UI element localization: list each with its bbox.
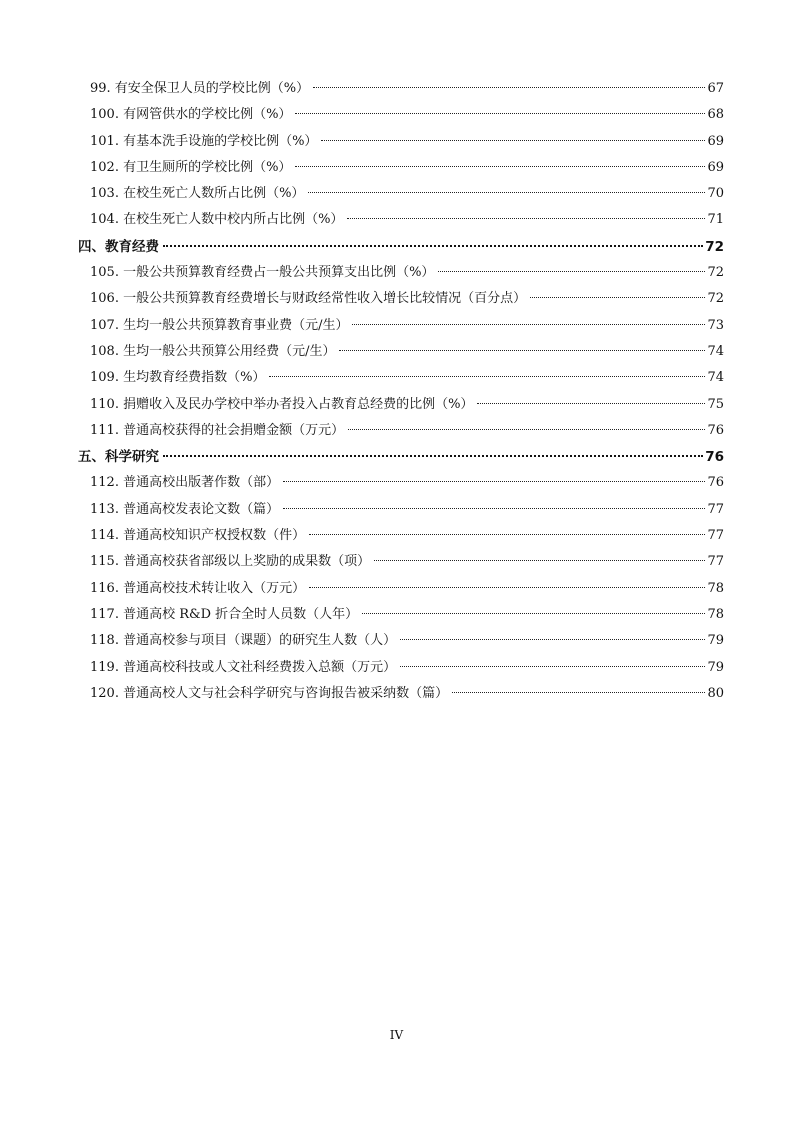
toc-page-number: 67 [707,81,724,96]
toc-entry-label: 109. 生均教育经费指数（%） [90,370,266,386]
dot-leader [163,455,703,457]
toc-page-number: 76 [707,422,724,438]
dot-leader [352,324,705,325]
toc-entry-label: 102. 有卫生厕所的学校比例（%） [90,159,292,175]
toc-entry-label: 106. 一般公共预算教育经费增长与财政经常性收入增长比较情况（百分点） [90,291,527,307]
toc-entry-label: 114. 普通高校知识产权授权数（件） [90,528,306,544]
toc-page-number: 75 [707,396,724,412]
dot-leader [400,666,705,667]
toc-entry[interactable] [78,602,724,628]
toc-entry[interactable] [78,102,724,128]
dot-leader [308,192,705,193]
toc-entry[interactable] [78,470,724,496]
toc-entry[interactable] [78,365,724,391]
page-number-footer: IV [389,1028,404,1042]
toc-entry[interactable] [78,76,724,102]
toc-entry[interactable] [78,655,724,681]
toc-entry-label: 118. 普通高校参与项目（课题）的研究生人数（人） [90,633,397,649]
toc-entry[interactable] [78,207,724,233]
toc-entry-label: 117. 普通高校 R&D 折合全时人员数（人年） [90,606,359,622]
toc-entry[interactable] [78,681,724,707]
toc-entry[interactable] [78,392,724,418]
dot-leader [283,508,705,509]
toc-entry-label: 115. 普通高校获省部级以上奖励的成果数（项） [90,554,371,570]
toc-page-number: 71 [707,212,724,228]
dot-leader [530,297,705,298]
dot-leader [309,534,705,535]
table-of-contents [78,76,724,707]
toc-entry-label: 120. 普通高校人文与社会科学研究与咨询报告被采纳数（篇） [90,685,449,701]
toc-section-heading[interactable] [78,234,724,260]
toc-page-number: 73 [707,317,724,333]
dot-leader [339,350,705,351]
toc-page-number: 69 [707,159,724,175]
toc-entry[interactable] [78,576,724,602]
dot-leader [347,218,705,219]
toc-page-number: 76 [705,449,724,466]
toc-entry[interactable] [78,155,724,181]
toc-entry-label: 四、教育经费 [78,238,159,255]
toc-entry[interactable] [78,523,724,549]
toc-page-number: 72 [705,238,724,255]
toc-page-number: 72 [707,291,724,307]
toc-entry-label: 116. 普通高校技术转让收入（万元） [90,580,306,596]
dot-leader [309,587,705,588]
toc-entry[interactable] [78,628,724,654]
toc-page-number: 79 [707,659,724,675]
toc-entry-label: 113. 普通高校发表论文数（篇） [90,501,280,517]
toc-entry[interactable] [78,339,724,365]
toc-page-number: 70 [707,186,724,202]
toc-entry[interactable] [78,497,724,523]
toc-entry[interactable] [78,286,724,312]
toc-page-number: 69 [707,133,724,149]
toc-entry-label: 108. 生均一般公共预算公用经费（元/生） [90,343,336,359]
dot-leader [374,560,705,561]
dot-leader [269,376,705,377]
dot-leader [283,481,705,482]
toc-entry-label: 107. 生均一般公共预算教育事业费（元/生） [90,317,349,333]
toc-page-number: 78 [707,580,724,596]
toc-page-number: 74 [707,343,724,359]
toc-page-number: 79 [707,633,724,649]
toc-page-number: 80 [707,685,724,701]
dot-leader [313,87,705,88]
toc-entry[interactable] [78,129,724,155]
toc-entry-label: 104. 在校生死亡人数中校内所占比例（%） [90,212,344,228]
toc-page-number: 77 [707,528,724,544]
toc-entry[interactable] [78,181,724,207]
toc-entry-label: 101. 有基本洗手设施的学校比例（%） [90,133,318,149]
toc-page-number: 77 [707,501,724,517]
dot-leader [295,166,705,167]
dot-leader [452,692,705,693]
toc-entry-label: 99. 有安全保卫人员的学校比例（%） [90,81,310,96]
toc-page-number: 76 [707,475,724,491]
toc-entry[interactable] [78,418,724,444]
dot-leader [477,403,705,404]
dot-leader [438,271,705,272]
toc-entry[interactable] [78,260,724,286]
toc-entry-label: 119. 普通高校科技或人文社科经费拨入总额（万元） [90,659,397,675]
toc-page-number: 77 [707,554,724,570]
toc-entry[interactable] [78,549,724,575]
dot-leader [362,613,705,614]
toc-page-number: 72 [707,265,724,281]
dot-leader [163,245,703,247]
toc-entry-label: 103. 在校生死亡人数所占比例（%） [90,186,305,202]
toc-entry[interactable] [78,313,724,339]
toc-page-number: 78 [707,606,724,622]
dot-leader [321,140,705,141]
dot-leader [348,429,705,430]
dot-leader [400,639,705,640]
toc-page-number: 74 [707,370,724,386]
toc-section-heading[interactable] [78,444,724,470]
dot-leader [295,113,705,114]
toc-entry-label: 五、科学研究 [78,449,159,466]
toc-page-number: 68 [707,107,724,123]
toc-entry-label: 111. 普通高校获得的社会捐赠金额（万元） [90,422,345,438]
toc-entry-label: 112. 普通高校出版著作数（部） [90,475,280,491]
toc-entry-label: 100. 有网管供水的学校比例（%） [90,107,292,123]
toc-entry-label: 110. 捐赠收入及民办学校中举办者投入占教育总经费的比例（%） [90,396,474,412]
toc-entry-label: 105. 一般公共预算教育经费占一般公共预算支出比例（%） [90,265,435,281]
